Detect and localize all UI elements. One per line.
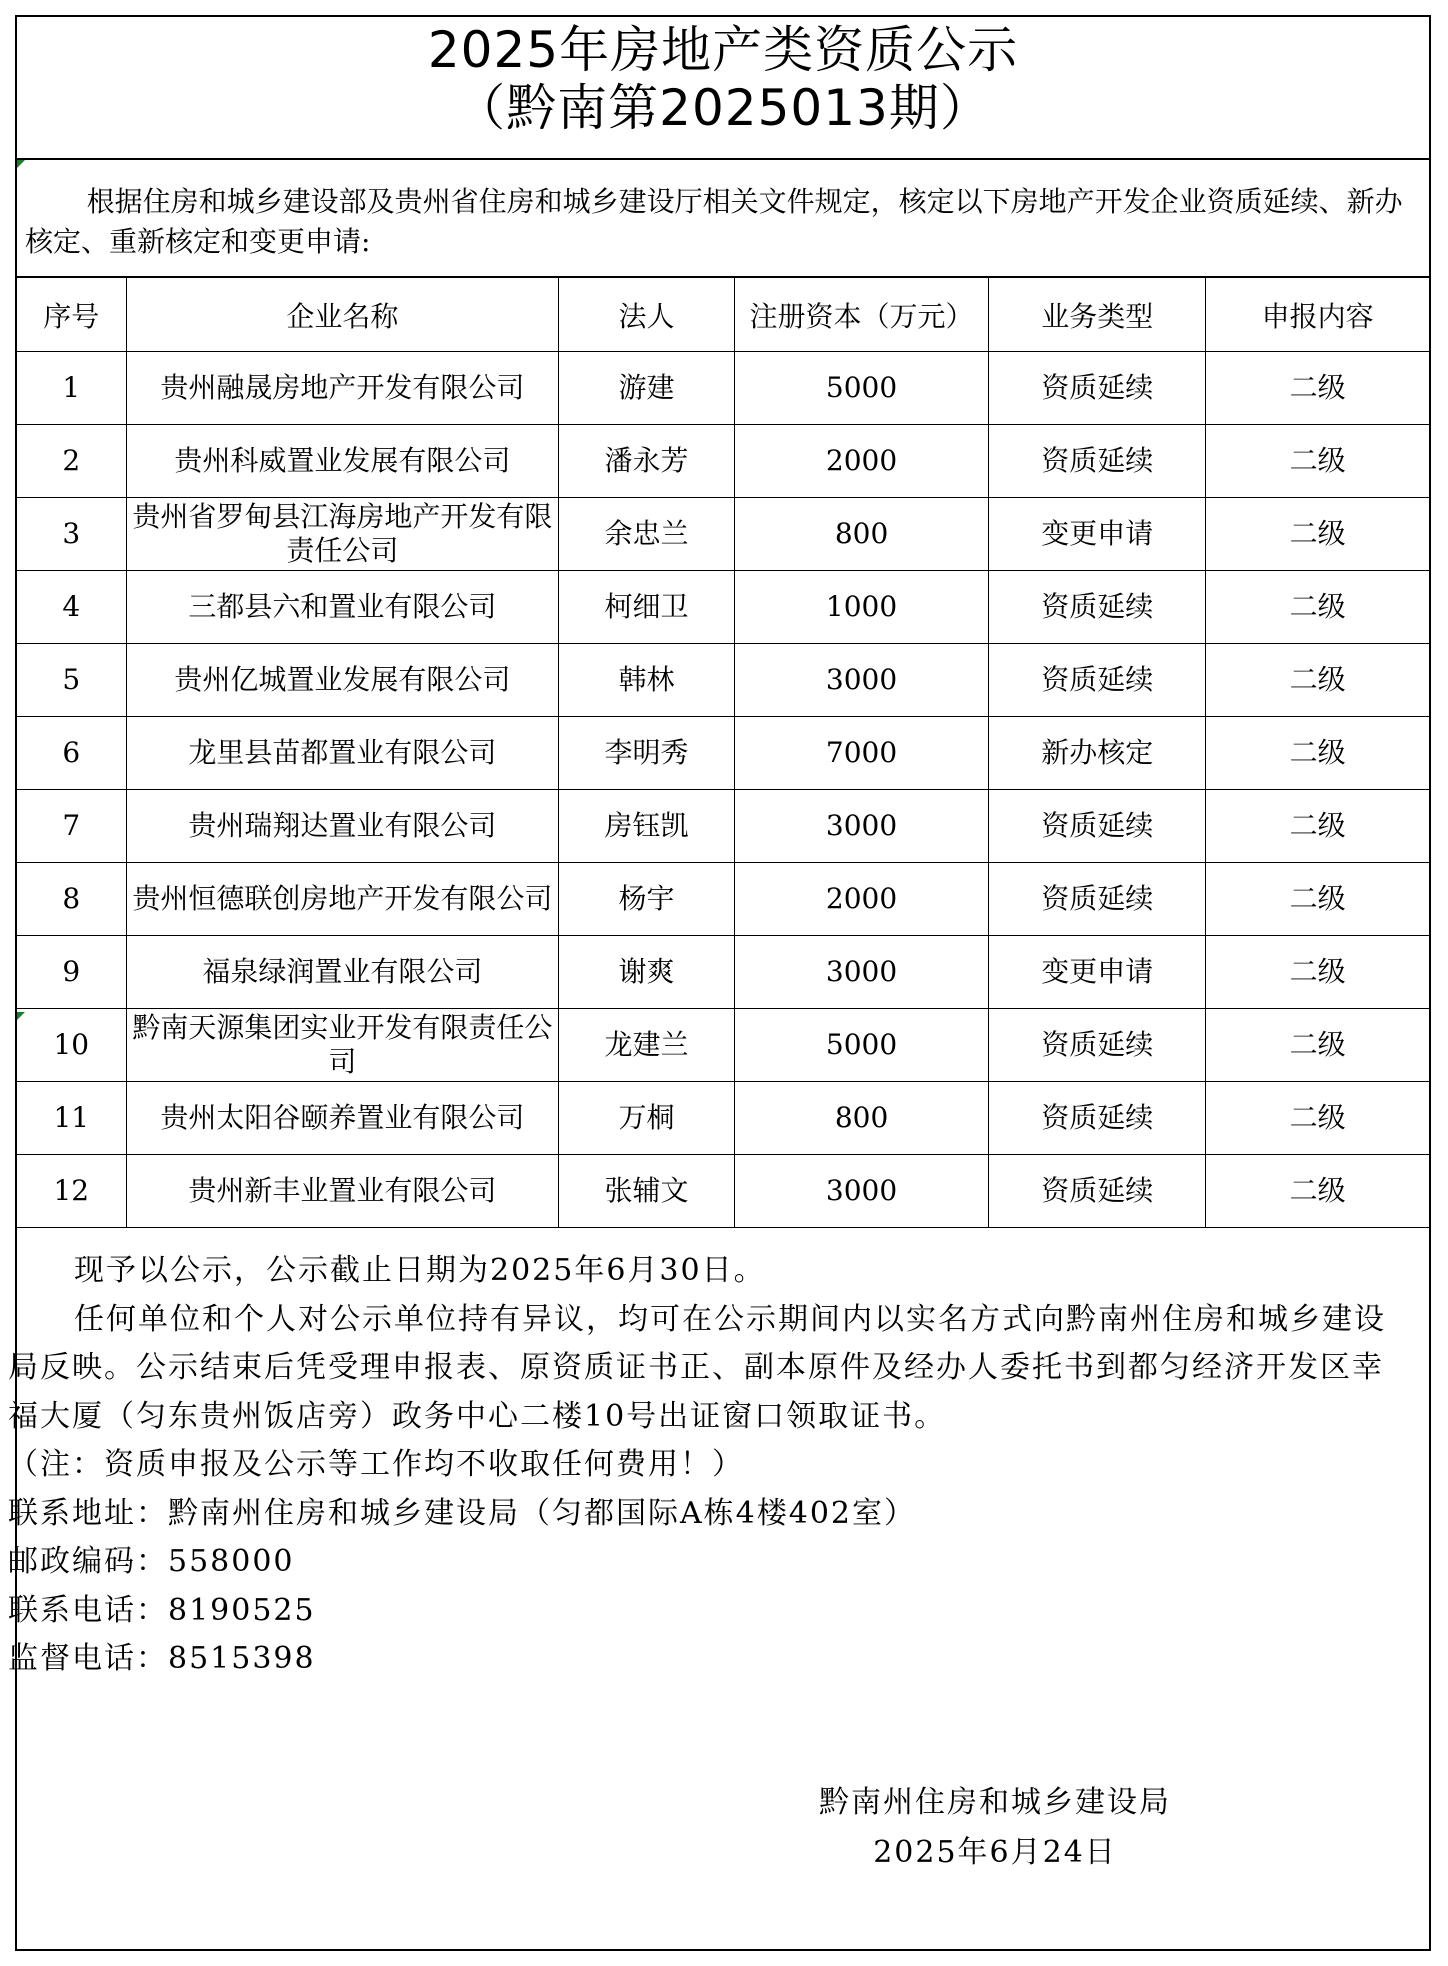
row-business-type: 资质延续 [989,644,1206,717]
row-business-type: 变更申请 [989,936,1206,1009]
row-no: 4 [17,571,126,644]
row-business-type: 变更申请 [989,498,1206,571]
issue-number: （黔南第2025013期） [455,79,991,137]
cell-corner-marker [17,1012,25,1020]
fee-note: （注：资质申报及公示等工作均不收取任何费用！） [8,1447,744,1482]
table-row [17,352,1429,425]
issue-date: 2025年6月24日 [873,1835,1117,1870]
row-company: 贵州亿城置业发展有限公司 [126,644,559,717]
row-business-type: 资质延续 [989,790,1206,863]
row-no: 12 [17,1155,126,1228]
row-legal-person: 万桐 [559,1082,735,1155]
row-apply-content: 二级 [1206,863,1429,936]
table-row [17,790,1429,863]
header-content: 申报内容 [1206,278,1429,352]
row-no: 2 [17,425,126,498]
row-capital: 2000 [734,425,989,498]
row-company: 龙里县苗都置业有限公司 [126,717,559,790]
row-legal-person: 谢爽 [559,936,735,1009]
signature-block [700,1778,1290,1878]
document-title: 2025年房地产类资质公示 [427,21,1019,79]
header-type: 业务类型 [989,278,1206,352]
row-capital: 5000 [734,1009,989,1082]
postal-code: 邮政编码：558000 [8,1544,295,1579]
header-no: 序号 [17,278,126,352]
row-capital: 1000 [734,571,989,644]
row-legal-person: 游建 [559,352,735,425]
row-no: 5 [17,644,126,717]
row-apply-content: 二级 [1206,498,1429,571]
row-apply-content: 二级 [1206,717,1429,790]
row-apply-content: 二级 [1206,571,1429,644]
issuing-organization: 黔南州住房和城乡建设局 [819,1785,1171,1820]
table-row [17,498,1429,571]
row-legal-person: 潘永芳 [559,425,735,498]
row-apply-content: 二级 [1206,1155,1429,1228]
row-capital: 3000 [734,1155,989,1228]
row-company: 贵州新丰业置业有限公司 [126,1155,559,1228]
row-capital: 3000 [734,936,989,1009]
row-company: 贵州省罗甸县江海房地产开发有限责任公司 [126,498,559,571]
table-row [17,644,1429,717]
row-no: 9 [17,936,126,1009]
row-company: 贵州融晟房地产开发有限公司 [126,352,559,425]
row-legal-person: 龙建兰 [559,1009,735,1082]
row-company: 福泉绿润置业有限公司 [126,936,559,1009]
row-no: 11 [17,1082,126,1155]
notice-body [8,1247,1403,1684]
row-company: 贵州科威置业发展有限公司 [126,425,559,498]
row-legal-person: 李明秀 [559,717,735,790]
row-apply-content: 二级 [1206,425,1429,498]
row-apply-content: 二级 [1206,352,1429,425]
header-company: 企业名称 [126,278,559,352]
row-company: 三都县六和置业有限公司 [126,571,559,644]
row-no: 8 [17,863,126,936]
table-row [17,1155,1429,1228]
deadline-text: 现予以公示，公示截止日期为2025年6月30日。 [74,1253,766,1288]
objection-text: 任何单位和个人对公示单位持有异议，均可在公示期间内以实名方式向黔南州住房和城乡建设局反映。公示结束后凭受理申报表、原资质证书正、副本原件及经办人委托书到都匀经济开发区幸福大厦（匀东贵州饭店旁）政务中心二楼10号出证窗口领取证书。 [8,1301,1386,1434]
supervision-phone: 监督电话：8515398 [8,1641,316,1676]
row-business-type: 资质延续 [989,1082,1206,1155]
row-capital: 3000 [734,644,989,717]
row-capital: 2000 [734,863,989,936]
table-row [17,863,1429,936]
row-company: 贵州太阳谷颐养置业有限公司 [126,1082,559,1155]
row-company: 贵州恒德联创房地产开发有限公司 [126,863,559,936]
row-business-type: 资质延续 [989,352,1206,425]
row-company: 黔南天源集团实业开发有限责任公司 [126,1009,559,1082]
row-legal-person: 房钰凯 [559,790,735,863]
row-capital: 800 [734,498,989,571]
table-row [17,571,1429,644]
qualification-table [17,278,1429,1228]
row-legal-person: 杨宇 [559,863,735,936]
row-no: 10 [17,1009,126,1082]
row-business-type: 资质延续 [989,863,1206,936]
contact-address: 联系地址：黔南州住房和城乡建设局（匀都国际A栋4楼402室） [8,1495,917,1531]
row-capital: 7000 [734,717,989,790]
table-row [17,717,1429,790]
table-header-row [17,278,1429,352]
row-legal-person: 韩林 [559,644,735,717]
row-business-type: 资质延续 [989,1009,1206,1082]
row-business-type: 资质延续 [989,571,1206,644]
row-capital: 800 [734,1082,989,1155]
row-capital: 5000 [734,352,989,425]
row-business-type: 新办核定 [989,717,1206,790]
row-business-type: 资质延续 [989,425,1206,498]
row-no: 6 [17,717,126,790]
row-apply-content: 二级 [1206,936,1429,1009]
row-legal-person: 张辅文 [559,1155,735,1228]
row-business-type: 资质延续 [989,1155,1206,1228]
row-no: 3 [17,498,126,571]
intro-paragraph: 根据住房和城乡建设部及贵州省住房和城乡建设厅相关文件规定，核定以下房地产开发企业资质延续、新办核定、重新核定和变更申请: [17,160,1429,278]
header-capital: 注册资本（万元） [734,278,989,352]
row-apply-content: 二级 [1206,1082,1429,1155]
row-apply-content: 二级 [1206,644,1429,717]
row-apply-content: 二级 [1206,1009,1429,1082]
row-apply-content: 二级 [1206,790,1429,863]
header-legal: 法人 [559,278,735,352]
title-block [17,17,1429,160]
row-no: 1 [17,352,126,425]
table-row [17,1082,1429,1155]
row-capital: 3000 [734,790,989,863]
table-row [17,425,1429,498]
row-company: 贵州瑞翔达置业有限公司 [126,790,559,863]
row-legal-person: 柯细卫 [559,571,735,644]
contact-phone: 联系电话：8190525 [8,1592,316,1628]
row-legal-person: 余忠兰 [559,498,735,571]
table-row [17,936,1429,1009]
row-no: 7 [17,790,126,863]
table-row [17,1009,1429,1082]
